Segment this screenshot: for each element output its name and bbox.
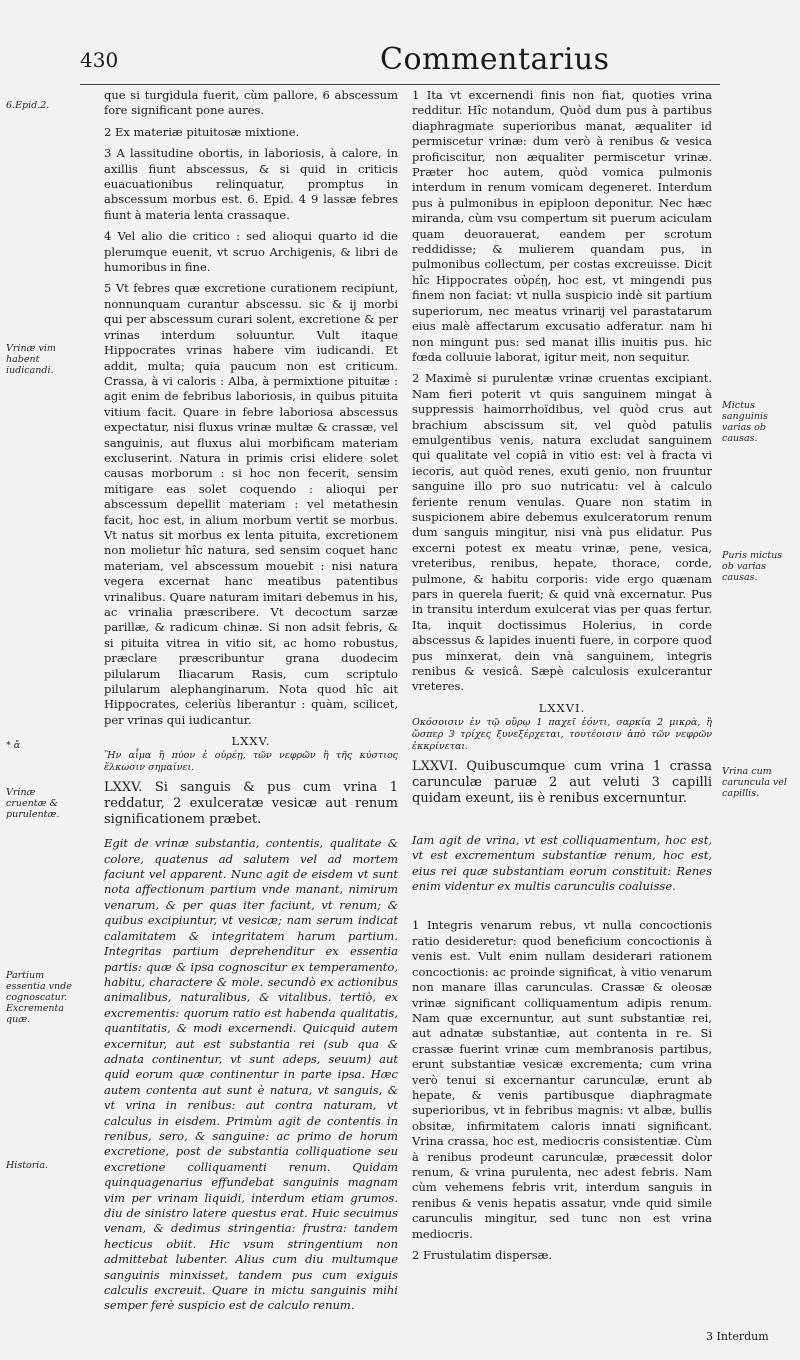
page-number: 430 <box>80 48 119 72</box>
left-paragraph: que si turgidula fuerit, cùm pallore, 6 abscessum fore significant pone aures. <box>104 88 398 118</box>
catchword: 3 Interdum <box>706 1330 769 1343</box>
aphorism-text: LXXVI. Quibuscumque cum vrina 1 crassa carunculæ paruæ 2 aut veluti 3 capilli quidam exeunt, iis è renibus excernuntur. <box>412 758 712 806</box>
greek-text: Ἢν αἷμα ἢ πύον ἐ οὐρέῃ, τῶν νεφρῶν ἢ τῆς κύστιος ἕλκωσιν σημαίνει. <box>104 750 398 774</box>
margin-note: 6.Epid.2. <box>6 100 50 111</box>
running-title: Commentarius <box>380 42 610 77</box>
aphorism-heading: LXXV. <box>231 734 271 749</box>
commentary-text: Egit de vrinæ substantia, contentis, qualitate & colore, quatenus ad salutem vel ad mortem faciunt vel apparent. Nunc agit de eisdem vt sunt nota affectionum partium vnde manant, nimirum venarum, & per quas iter faciunt, vt renum; & quibus excipiuntur, vt vesicæ; nam serum indicat calamitatem & integritatem harum partium. Integritas partium deprehenditur ex essentia partis: quæ & ipsa cognoscitur ex temperamento, habitu, charactere & mole. secundò ex actionibus animalibus, naturalibus, & vitalibus. tertiò, ex excrementis: quorum ratio est habenda qualitatis, quantitatis, & modi excernendi. Quicquid autem excernitur, aut est substantia rei (sub qua & adnata continentur, vt sunt adeps, seuum) aut quid eorum quæ continentur in parte ipsa. Hæc autem contenta aut sunt è natura, vt sanguis, & vt vrina in renibus: aut contra naturam, vt calculus in eisdem. Primùm agit de contentis in renibus, sero, & sanguine: ac primo de horum excretione, post de substantia colliquatione seu excretione colliquamenti renum. Quidam quinquagenarius effundebat sanguinis magnam vim per vrinam liquidi, interdum etiam grumos. diu de sinistro latere questus erat. Huic secuimus venam, & dedimus stringentia: frustra: tandem hecticus obiit. Hic vsum stringentium non admittebat lubenter. Alius cum diu multumque sanguinis minxisset, tandem pus cum exiguis calculis excreuit. Quare in mictu sanguinis mihi semper ferè suspicio est de calculo renum. <box>104 836 398 1313</box>
left-paragraph: 2 Ex materiæ pituitosæ mixtione. <box>104 124 300 139</box>
greek-text: Οκόσοισιν ἐν τῷ οὔρῳ 1 παχεῖ ἐόντι, σαρκία 2 μικρὰ, ἢ ὥσπερ 3 τρίχες ξυνεξέρχεται, τουτέοισιν ἀπὸ τῶν νεφρῶν ἐκκρίνεται. <box>412 716 712 752</box>
right-paragraph: 2 Frustulatim dispersæ. <box>412 1248 553 1262</box>
spacer <box>412 815 712 833</box>
margin-note: Puris mictus ob varias causas. <box>722 550 783 583</box>
left-paragraph: 5 Vt febres quæ excretione curationem recipiunt, nonnunquam curantur abscessu. sic & ij morbi qui per abscessum curari solent, excretione & per vrinas interdum soluuntur. Vult itaque Hippocrates vrinas habere vim iudicandi. Et addit, multa; quia paucum non est criticum. Crassa, à vi caloris : Alba, à permixtione pituitæ : agit enim de febribus laboriosis, in quibus pituita vitium facit. Quare in febre laboriosa abscessus expectatur, nisi fluxus vrinæ multæ & crassæ, vel sanguinis, aut fluxus alui morbificam materiam excluserint. Natura in primis crisi elidere solet causas morborum : si hoc non fecerit, sensim mitigare eas solet coquendo : alioqui per abscessum depellit materiam : vel metathesin facit, hoc est, in alium morbum vertit se morbus. Vt natus sit morbus ex lenta pituita, excretionem non molietur hîc natura, sed sensim coquet hanc materiam, vel abscessum mouebit : nisi natura vegera excernat hanc meatibus patentibus vrinalibus. Quare naturam imitari debemus in his, ac vrinalia præscribere. Vt decoctum sarzæ parillæ, & radicum chinæ. Si non adsit febris, & si pituita vitrea in vitio sit, ac homo robustus, præclare præscribuntur grana duodecim pilularum Iliacarum Rasis, cum scriptulo pilularum alephanginarum. Nota quod hîc ait Hippocrates, celeriùs liberantur : quàm, scilicet, per vrinas qui iudicantur. <box>104 281 398 727</box>
right-paragraph: 1 Ita vt excernendi finis non fiat, quoties vrina redditur. Hîc notandum, Quòd dum pus à partibus diaphragmate superioribus manat, æqualiter id permiscetur vrinæ: dum verò à renibus & vesica proficiscitur, non æqualiter permiscetur vrinæ. Præter hoc autem, quòd vomica pulmonis interdum in renum vomicam degeneret. Interdum pus à pulmonibus in epiploon deponitur. Nec hæc miranda, cùm vsu compertum sit puerum aciculam quam deuorauerat, eandem per scrotum reddidisse; & mulierem quandam pus, in pulmonibus collectum, per costas excreuisse. Dicit hîc Hippocrates οὐρέῃ, hoc est, vt mingendi pus finem non faciat: vt nulla suspicio indè sit partium superiorum, nec meatus vrinarij vel parastatarum eius malè affectarum excusatio adferatur. nam hi non mingunt pus: sed manat illis inuitis pus. hic fœda colluuie laborat, igitur meit, non sequitur. <box>412 88 712 364</box>
margin-note: Historia. <box>6 1160 48 1171</box>
right-column <box>412 88 712 1269</box>
right-paragraph: 2 Maximè si purulentæ vrinæ cruentas excipiant. Nam fieri poterit vt quis sanguinem mingat à suppressis haimorrhoïdibus, vel quòd crus aut brachium abscissum sit, vel quòd patulis emulgentibus venis, natura excludat sanguinem qui qualitate vel copiâ in vitio est: vel à fracta vi iecoris, aut quòd renes, exuti genio, non fruuntur sanguine illo pro suo nutricatu: vel à calculo feriente renum venulas. Quare non statim in suspicionem abire debemus exulceratorum renum dum sanguis mingitur, nisi vnà pus elidatur. Pus excerni potest ex meatu vrinæ, pene, vesica, vreteribus, renibus, hepate, thorace, corde, pulmone, & habitu corporis: vide ergo quænam pars in querela fuerit; & quid vnà excernatur. Pus in transitu interdum exulcerat vias per quas fertur. Ita, inquit doctissimus Holerius, in corde abscessus & lapides inuenti fuere, in corpore quod pus minxerat, dein vnà sanguinem, integris renibus & vesicâ. Sæpè calculosis exulcerantur vreteres. <box>412 371 712 694</box>
aphorism-heading: LXXVI. <box>538 700 586 715</box>
margin-note: Vrinæ vim habent iudicandi. <box>6 343 56 376</box>
margin-note: * ἄ <box>6 740 21 751</box>
aphorism-text: LXXV. Si sanguis & pus cum vrina 1 reddatur, 2 exulceratæ vesicæ aut renum significationem præbet. <box>104 780 398 828</box>
margin-note: Vrinæ cruentæ & purulentæ. <box>6 787 60 820</box>
left-column <box>104 88 398 1320</box>
commentary-text: Iam agit de vrina, vt est colliquamentum, hoc est, vt est excrementum substantiæ renum, hoc est, eius rei quæ substantiam eorum constituit: Renes enim videntur ex multis carunculis coaluisse. <box>412 832 712 894</box>
page-header <box>80 40 720 85</box>
left-paragraph: 3 A lassitudine obortis, in laboriosis, à calore, in axillis fiunt abscessus, & si quid in criticis euacuationibus relinquatur, promptus in abscessum morbus est. 6. Epid. 4 9 lassæ febres fiunt à materia lenta crassaque. <box>104 146 398 222</box>
margin-note: Partium essentia vnde cognoscatur. Excrementa quæ. <box>6 970 72 1025</box>
margin-note: Vrina cum caruncula vel capillis. <box>722 766 787 799</box>
left-paragraph: 4 Vel alio die critico : sed alioqui quarto id die plerumque euenit, vt scruo Archigenis, & libri de humoribus in fine. <box>104 229 398 275</box>
right-paragraph: 1 Integris venarum rebus, vt nulla concoctionis ratio desideretur: quod beneficium concoctionis à venis est. Vult enim nullam desiderari rationem concoctionis: ac proinde significat, à vitio venarum non manare illas carunculas. Crassæ & oleosæ vrinæ significant colliquamentum adipis renum. Nam quæ excernuntur, aut sunt substantiæ rei, aut adnatæ substantiæ, aut contenta in re. Si crassæ fuerint vrinæ cum membranosis partibus, erunt substantiæ vesicæ excrementa; cum vrina verò tenui si excernantur carunculæ, erunt ab hepate, & venis partibusque diaphragmate superioribus, vt in febribus magnis: vt albæ, bullis obsitæ, infirmitatem caloris innati significant. Vrina crassa, hoc est, mediocris consistentiæ. Cùm à renibus prodeunt carunculæ, præcessit dolor renum, & vrina purulenta, nec adest febris. Nam cùm vehemens febris vrit, interdum sanguis in renibus & venis hepatis assatur, vnde quid simile carunculis mingitur, sed tunc non est vrina mediocris. <box>412 918 712 1241</box>
margin-note: Mictus sanguinis varias ob causas. <box>722 400 768 444</box>
spacer <box>412 900 712 918</box>
